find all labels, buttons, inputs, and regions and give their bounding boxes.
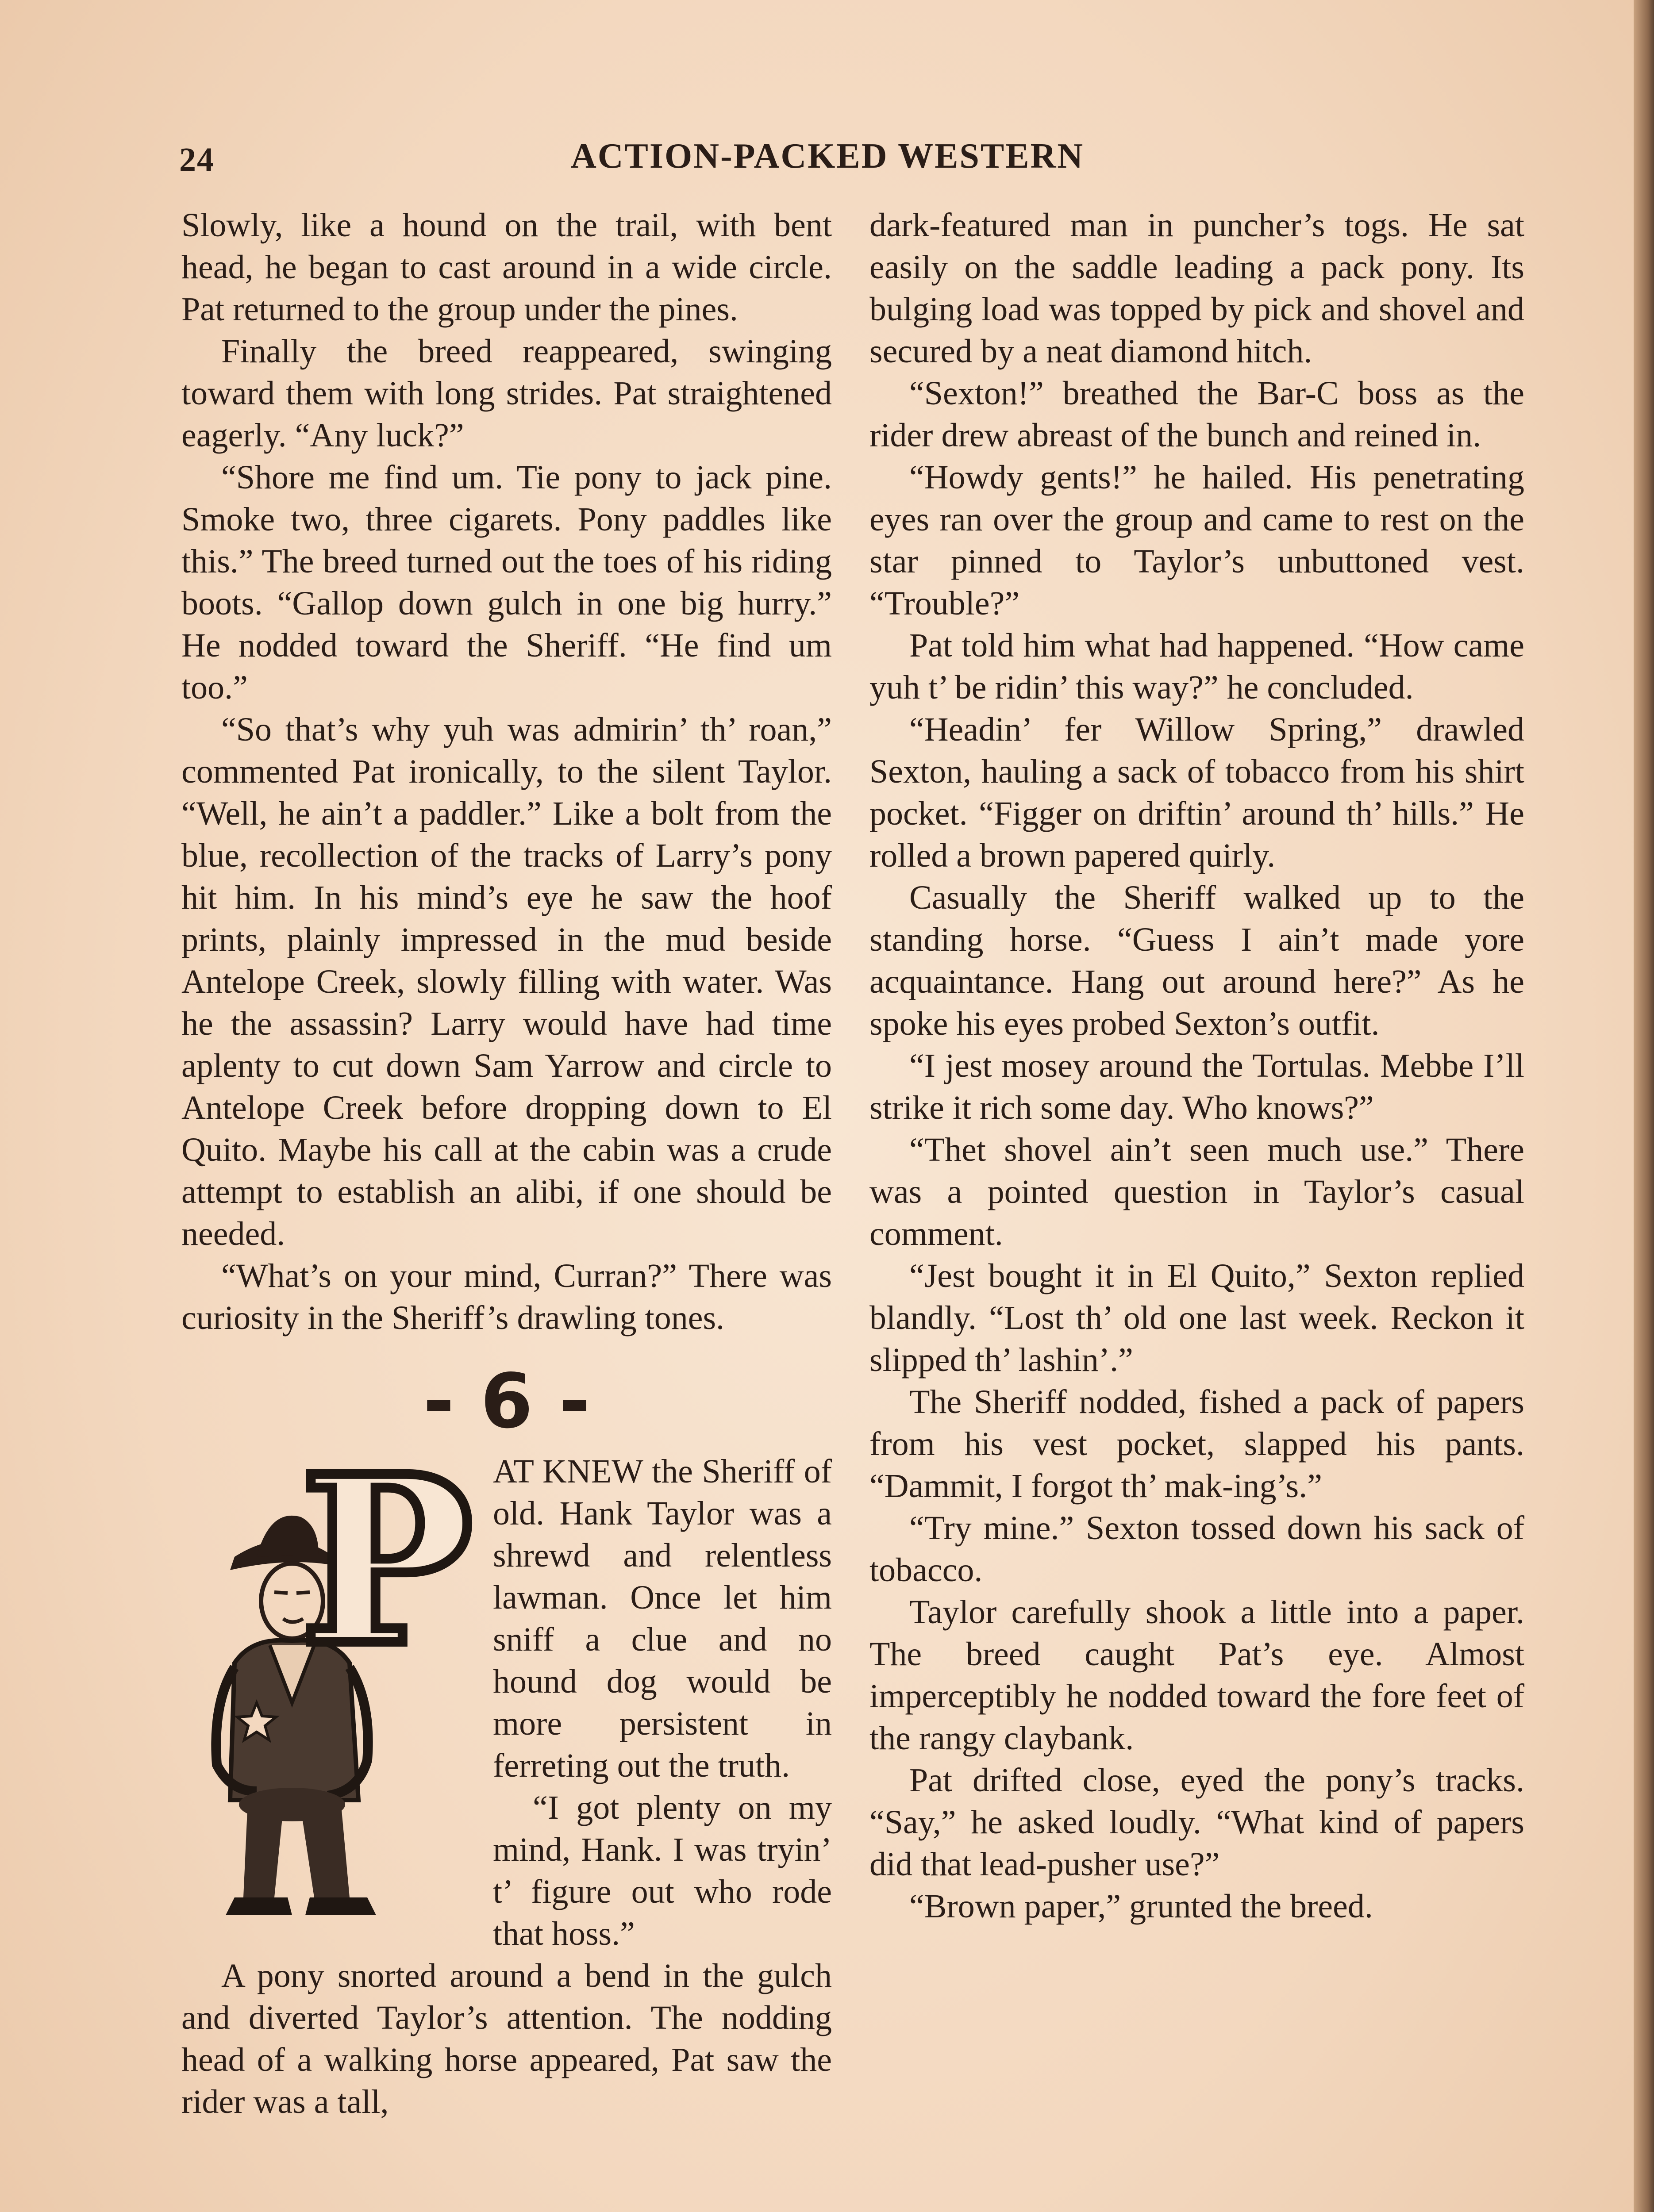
paragraph: “Sexton!” breathed the Bar-C boss as the rider drew abreast of the bunch and reined in. <box>869 375 1524 454</box>
paragraph: A pony snorted around a bend in the gulch and diverted Taylor’s attention. The nodding head of a walking horse appeared, Pat saw the rider was a tall, <box>181 1957 832 2120</box>
paragraph: “I got plenty on my mind, Hank. I was tryin’ t’ figure out who rode that hoss.” <box>493 1789 832 1952</box>
running-title: ACTION-PACKED WESTERN <box>571 137 1085 176</box>
paragraph: “So that’s why yuh was admirin’ th’ roan,” commented Pat ironically, to the silent Taylor. “Well, he ain’t a paddler.” Like a bolt from the blue, recollection of the tracks of Larry’s pony hit him. In his mind’s eye he saw the hoof prints, plainly impressed in the mud beside Antelope Creek, slowly filling with water. Was he the assassin? Larry would have had time aplenty to cut down Sam Yarrow and circle to Antelope Creek before dropping down to El Quito. Maybe his call at the cabin was a crude attempt to establish an alibi, if one should be needed. <box>181 711 832 1252</box>
cowboy-illustration <box>181 1426 482 1933</box>
page-number: 24 <box>179 141 215 178</box>
drop-cap-paragraph: AT KNEW the Sheriff of old. Hank Taylor was a shrewd and relentless lawman. Once let him sniff a clue and no hound dog would be more persistent in ferreting out the truth. <box>493 1453 832 1784</box>
paragraph: “Jest bought it in El Quito,” Sexton replied blandly. “Lost th’ old one last week. Reckon it slipped th’ lashin’.” <box>869 1257 1524 1379</box>
right-column <box>869 204 1524 1928</box>
paragraph: “I jest mosey around the Tortulas. Mebbe I’ll strike it rich some day. Who knows?” <box>869 1047 1524 1126</box>
paragraph: Pat drifted close, eyed the pony’s tracks. “Say,” he asked loudly. “What kind of papers did that lead-pusher use?” <box>869 1762 1524 1883</box>
left-column <box>181 204 832 2123</box>
paragraph: “Shore me find um. Tie pony to jack pine. Smoke two, three cigarets. Pony paddles like this.” The breed turned out the toes of his riding boots. “Gallop down gulch in one big hurry.” He nodded toward the Sheriff. “He find um too.” <box>181 459 832 706</box>
chapter-heading: - 6 - <box>423 1358 590 1445</box>
paragraph: dark-featured man in puncher’s togs. He sat easily on the saddle leading a pack pony. Its bulging load was topped by pick and shovel and secured by a neat diamond hitch. <box>869 207 1524 370</box>
paragraph: Taylor carefully shook a little into a paper. The breed caught Pat’s eye. Almost imperceptibly he nodded toward the fore feet of the rangy claybank. <box>869 1594 1524 1757</box>
page-spine-edge <box>1634 0 1654 2212</box>
paragraph: Finally the breed reappeared, swinging toward them with long strides. Pat straightened eagerly. “Any luck?” <box>181 333 832 454</box>
paragraph: “Brown paper,” grunted the breed. <box>909 1888 1373 1925</box>
paragraph: Pat told him what had happened. “How came yuh t’ be ridin’ this way?” he concluded. <box>869 627 1524 706</box>
drop-cap-letter: P <box>300 1426 473 1696</box>
paragraph: Casually the Sheriff walked up to the standing horse. “Guess I ain’t made yore acquaintance. Hang out around here?” As he spoke his eyes probed Sexton’s outfit. <box>869 879 1524 1042</box>
paragraph: “What’s on your mind, Curran?” There was curiosity in the Sheriff’s drawling tones. <box>181 1257 832 1336</box>
paragraph: “Try mine.” Sexton tossed down his sack of tobacco. <box>869 1509 1524 1589</box>
paragraph: “Howdy gents!” he hailed. His penetrating eyes ran over the group and came to rest on the star pinned to Taylor’s unbuttoned vest. “Trouble?” <box>869 459 1524 622</box>
paragraph: Slowly, like a hound on the trail, with bent head, he began to cast around in a wide circle. Pat returned to the group under the pines. <box>181 207 832 328</box>
drop-cap-section <box>181 1426 832 2123</box>
paragraph: “Thet shovel ain’t seen much use.” There was a pointed question in Taylor’s casual comment. <box>869 1131 1524 1252</box>
page-header <box>0 132 1654 180</box>
paragraph: The Sheriff nodded, fished a pack of papers from his vest pocket, slapped his pants. “Dammit, I forgot th’ mak-ing’s.” <box>869 1383 1524 1505</box>
paragraph: “Headin’ fer Willow Spring,” drawled Sexton, hauling a sack of tobacco from his shirt pocket. “Figger on driftin’ around th’ hills.” He rolled a brown papered quirly. <box>869 711 1524 874</box>
